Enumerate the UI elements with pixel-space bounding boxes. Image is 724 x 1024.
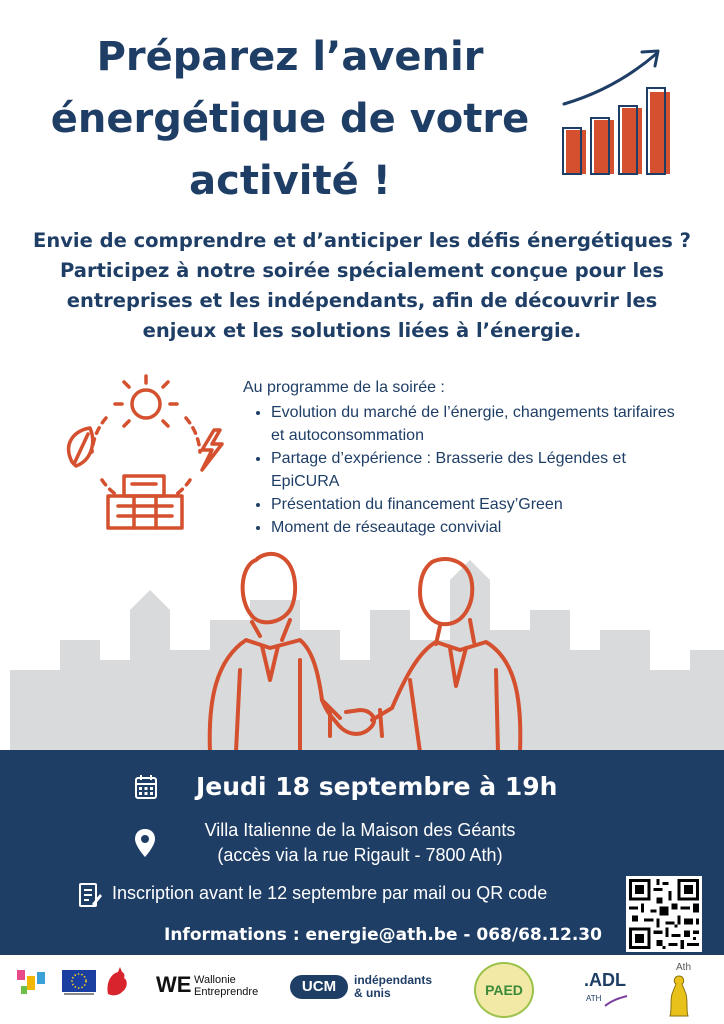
ath-logo-label: Ath [676,962,692,973]
ath-giant-logo [664,974,694,1018]
page-title [40,26,540,212]
ucm-logo-line-1: indépendants [354,973,433,987]
event-venue [170,818,550,868]
registration-text: Inscription avant le 12 septembre par mail ou QR code [112,883,548,903]
programme-item: • Présentation du financement Easy’Green [271,493,683,516]
event-date: Jeudi 18 septembre à 19h [196,772,558,801]
paed-logo-text: PAED [485,982,523,998]
programme-item: • Evolution du marché de l’énergie, changements tarifaires et autoconsommation [271,401,683,447]
intro-line-2: Participez à notre soirée spécialement conçue pour les [60,259,664,282]
programme-heading: Au programme de la soirée : [243,379,445,396]
we-logo-mark: WE [156,972,192,997]
intro-line-4: enjeux et les solutions liées à l’énergie. [142,319,582,342]
adl-logo-sub: ATH [586,994,602,1003]
adl-logo-mark: .ADL [584,970,626,990]
programme-item: • Partage d’expérience : Brasserie des Légendes et EpiCURA [271,447,683,493]
programme-item: • Moment de réseautage convivial [271,516,683,539]
intro-line-3: entreprises et les indépendants, afin de découvrir les [66,289,658,312]
we-logo-text [194,974,258,998]
eu-flag-logo [62,970,96,996]
venue-line-2: (accès via la rue Rigault - 7800 Ath) [217,845,503,865]
contact-information: Informations : energie@ath.be - 068/68.12.30 [164,925,602,945]
partner-logo-mws [16,968,46,1000]
we-logo-line-2: Entreprendre [194,986,259,998]
energy-cycle-icon [62,372,230,532]
paed-logo [474,962,534,1018]
programme [243,376,683,539]
we-logo-line-1: Wallonie [194,974,236,986]
bar-chart-growth-icon [558,46,674,182]
ucm-logo-mark: UCM [290,975,348,999]
title-line-2: énergétique de votre [50,96,530,142]
qr-code[interactable] [626,876,702,952]
ucm-logo-line-2: & unis [354,986,391,1000]
ucm-logo-text [354,974,432,1000]
intro-line-1: Envie de comprendre et d’anticiper les défis énergétiques ? [33,229,691,252]
form-icon [78,882,102,908]
title-line-1: Préparez l’avenir [96,34,484,80]
wallonie-rooster-logo [104,966,130,1000]
venue-line-1: Villa Italienne de la Maison des Géants [204,820,516,840]
location-pin-icon [134,828,156,858]
programme-list [243,401,683,539]
handshake-illustration [0,540,724,752]
calendar-icon [134,774,158,800]
adl-swoosh-icon [604,994,628,1008]
title-line-3: activité ! [189,158,391,204]
intro-paragraph [20,226,704,346]
